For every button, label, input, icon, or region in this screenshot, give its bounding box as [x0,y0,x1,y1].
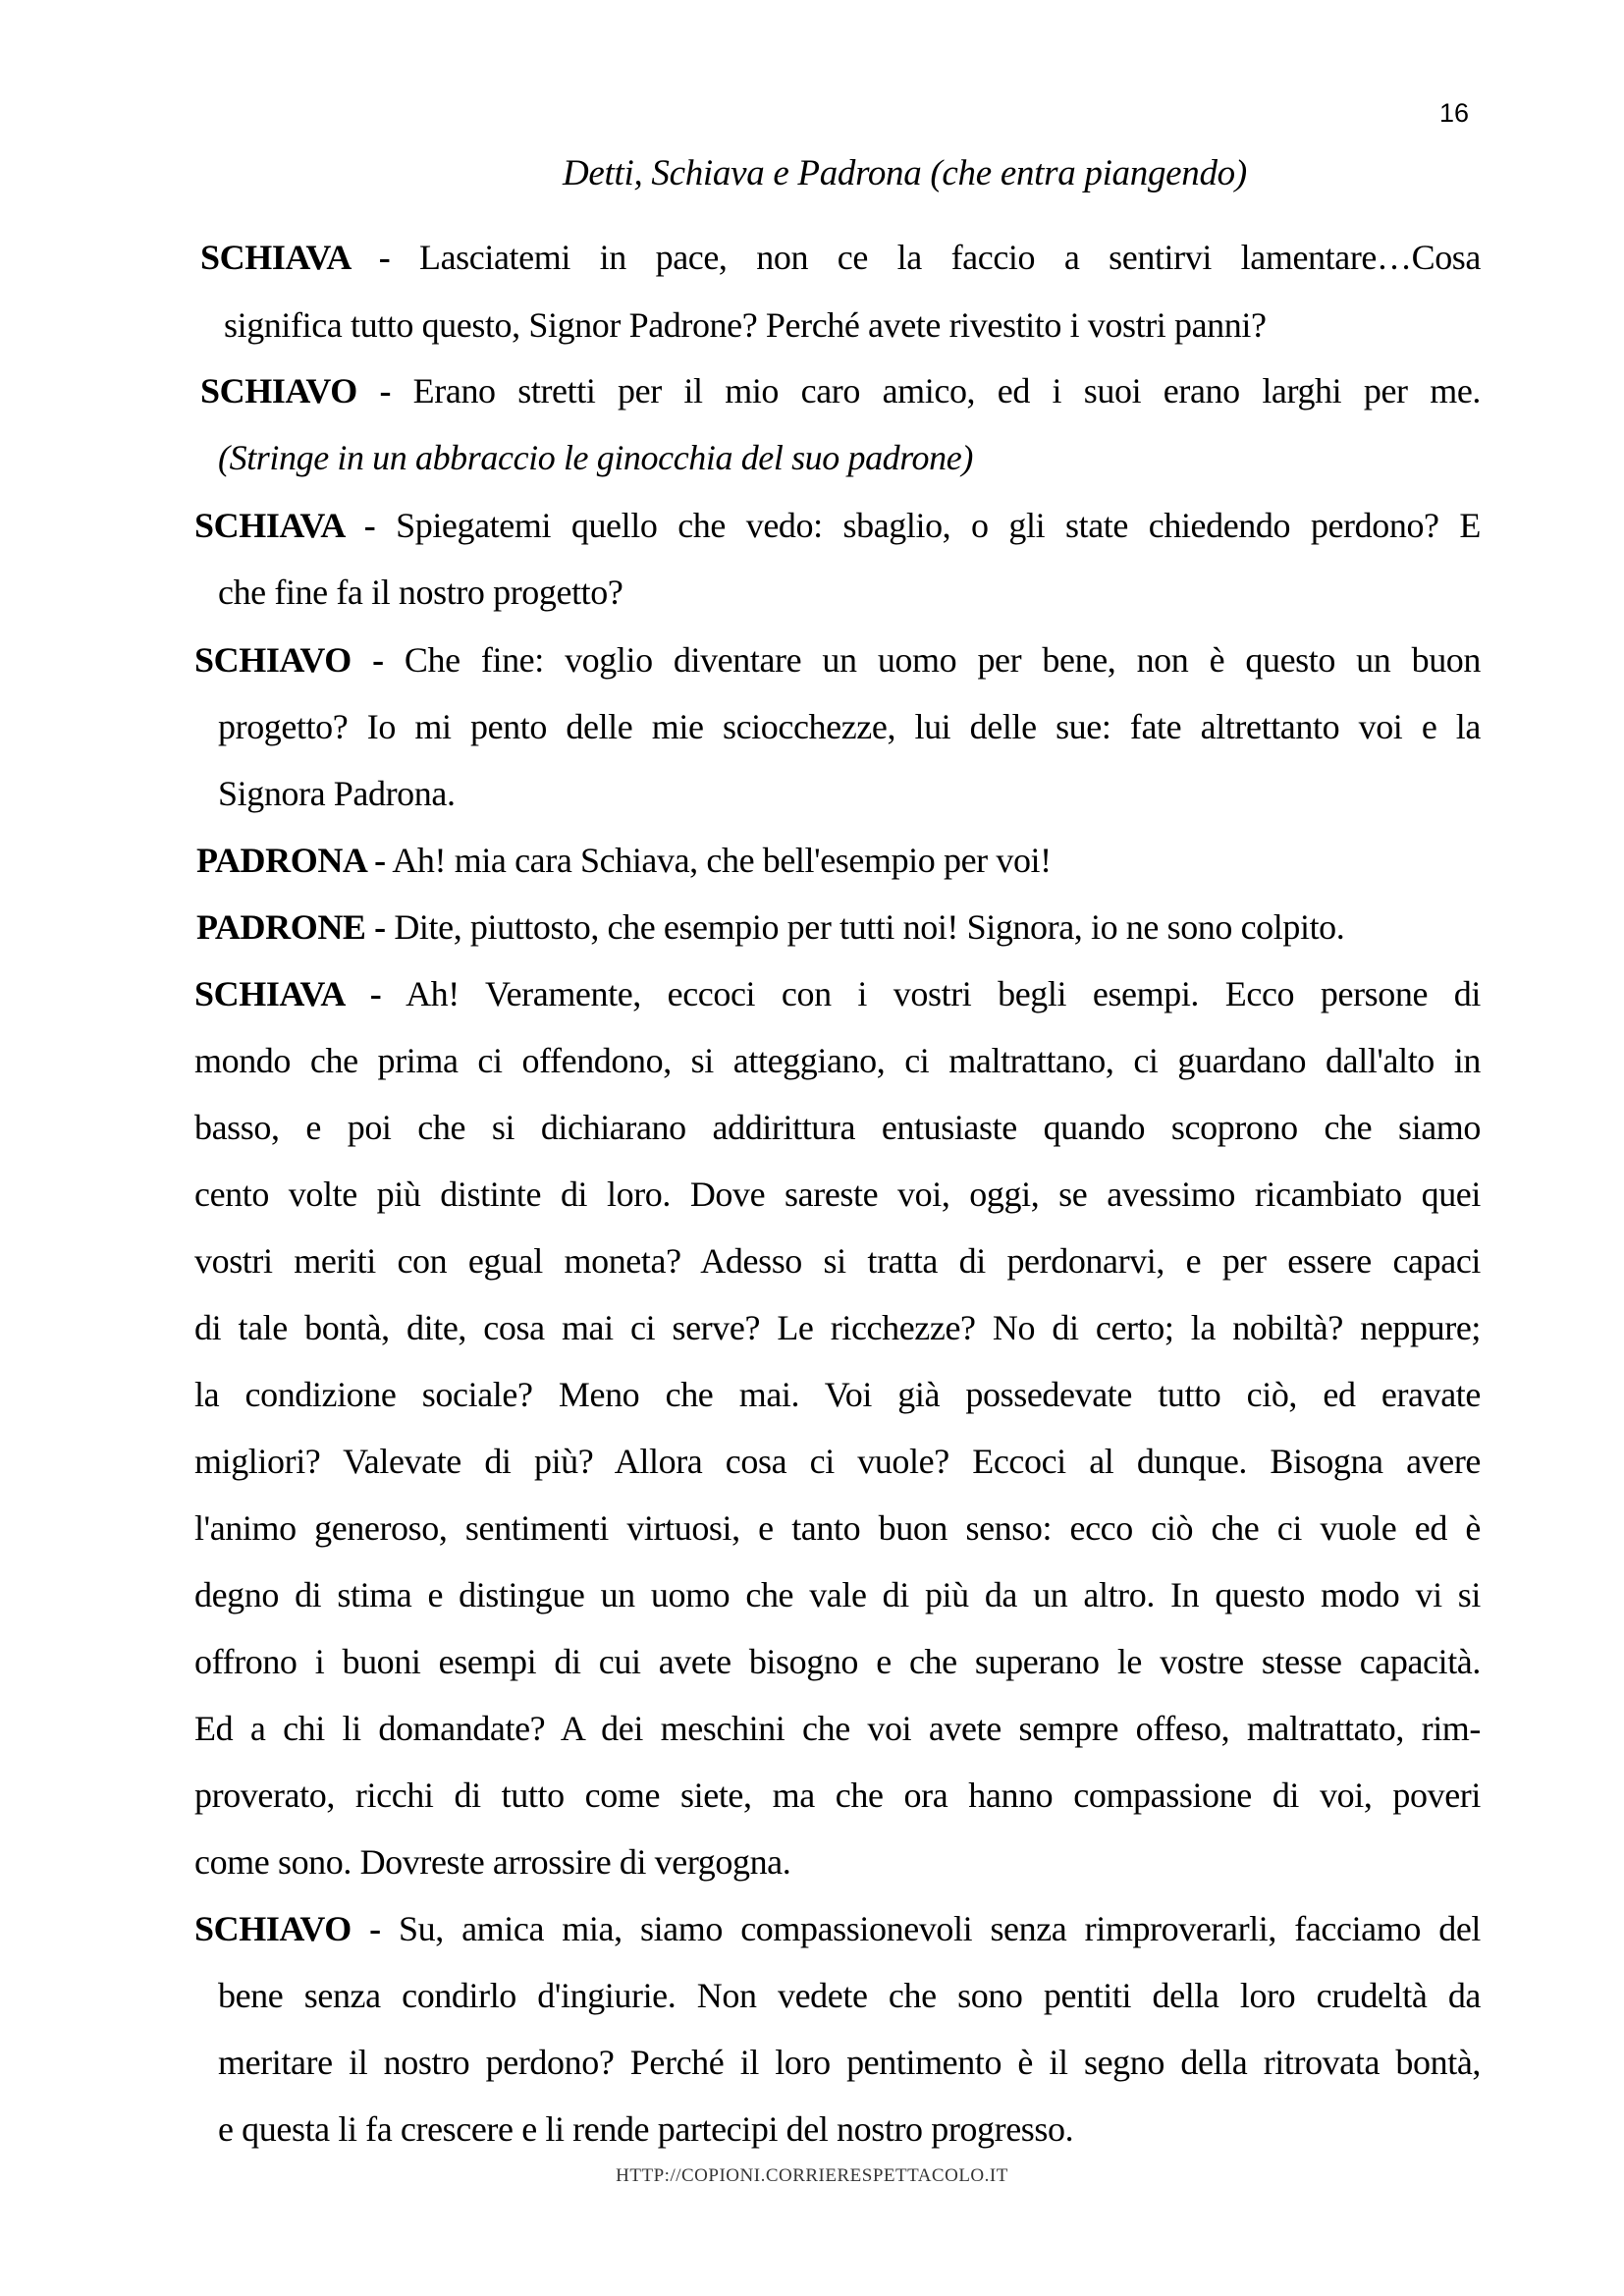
speaker-name: SCHIAVA - [200,238,391,277]
dialogue-text: Che fine: voglio diventare un uomo per bene, non è questo un buon [383,640,1481,680]
scene-heading: Detti, Schiava e Padrona (che entra piangendo) [563,153,1247,193]
dialogue-line: bene senza condirlo d'ingiurie. Non vedete che sono pentiti della loro crudeltà da [218,1976,1481,2015]
dialogue-line [200,236,1481,280]
dialogue-text: Ah! mia cara Schiava, che bell'esempio per voi! [385,841,1052,880]
dialogue-line [194,1907,1481,1951]
speaker-name: SCHIAVO - [194,1909,381,1948]
dialogue-line: progetto? Io mi pento delle mie sciocchezze, lui delle sue: fate altrettanto voi e la [218,707,1481,746]
dialogue-line: l'animo generoso, sentimenti virtuosi, e tanto buon senso: ecco ciò che ci vuole ed è [194,1508,1481,1548]
dialogue-line: degno di stima e distingue un uomo che vale di più da un altro. In questo modo vi si [194,1575,1481,1614]
dialogue-text: Dite, piuttosto, che esempio per tutti noi! Signora, io ne sono colpito. [385,907,1345,947]
speaker-name: PADRONA - [196,841,386,880]
speaker-name: SCHIAVA - [194,506,376,545]
dialogue-line [196,839,1052,883]
dialogue-line: come sono. Dovreste arrossire di vergogna. [194,1842,791,1882]
dialogue-line: Ed a chi li domandate? A dei meschini che voi avete sempre offeso, maltrattato, rim- [194,1709,1481,1748]
speaker-name: SCHIAVO - [200,371,392,410]
speaker-name: SCHIAVA - [194,974,382,1013]
page-number: 16 [1439,98,1470,128]
dialogue-line: meritare il nostro perdono? Perché il loro pentimento è il segno della ritrovata bontà, [218,2043,1481,2082]
dialogue-text: Su, amica mia, siamo compassionevoli senza rimproverarli, facciamo del [380,1909,1482,1948]
dialogue-text: Erano stretti per il mio caro amico, ed i suoi erano larghi per me. [391,371,1482,410]
dialogue-text: Spiegatemi quello che vedo: sbaglio, o gli state chiedendo perdono? E [375,506,1481,545]
dialogue-line: Signora Padrona. [218,774,456,813]
dialogue-line: proverato, ricchi di tutto come siete, ma che ora hanno compassione di voi, poveri [194,1776,1481,1815]
dialogue-line [194,504,1481,548]
stage-direction: (Stringe in un abbraccio le ginocchia del suo padrone) [218,438,973,477]
dialogue-line [200,369,1481,413]
dialogue-line: e questa li fa crescere e li rende partecipi del nostro progresso. [218,2109,1074,2149]
footer-url: HTTP://COPIONI.CORRIERESPETTACOLO.IT [616,2165,1008,2186]
dialogue-line: basso, e poi che si dichiarano addirittura entusiaste quando scoprono che siamo [194,1108,1481,1147]
dialogue-line: significa tutto questo, Signor Padrone? Perché avete rivestito i vostri panni? [224,305,1267,345]
dialogue-line [196,905,1344,950]
dialogue-line: mondo che prima ci offendono, si atteggiano, ci maltrattano, ci guardano dall'alto in [194,1041,1481,1080]
dialogue-line: offrono i buoni esempi di cui avete bisogno e che superano le vostre stesse capacità. [194,1642,1481,1681]
dialogue-line: la condizione sociale? Meno che mai. Voi già possedevate tutto ciò, ed eravate [194,1375,1481,1414]
dialogue-text: Lasciatemi in pace, non ce la faccio a sentirvi lamentare…Cosa [390,238,1481,277]
speaker-name: PADRONE - [196,907,386,947]
dialogue-line: cento volte più distinte di loro. Dove sareste voi, oggi, se avessimo ricambiato quei [194,1175,1481,1214]
dialogue-line: che fine fa il nostro progetto? [218,573,623,612]
dialogue-line: di tale bontà, dite, cosa mai ci serve? Le ricchezze? No di certo; la nobiltà? neppure; [194,1308,1481,1347]
speaker-name: SCHIAVO - [194,640,384,680]
dialogue-text: Ah! Veramente, eccoci con i vostri begli esempi. Ecco persone di [381,974,1481,1013]
dialogue-line: vostri meriti con egual moneta? Adesso si tratta di perdonarvi, e per essere capaci [194,1241,1481,1281]
dialogue-line [194,972,1481,1016]
dialogue-line [194,638,1481,683]
dialogue-line: migliori? Valevate di più? Allora cosa ci vuole? Eccoci al dunque. Bisogna avere [194,1442,1481,1481]
